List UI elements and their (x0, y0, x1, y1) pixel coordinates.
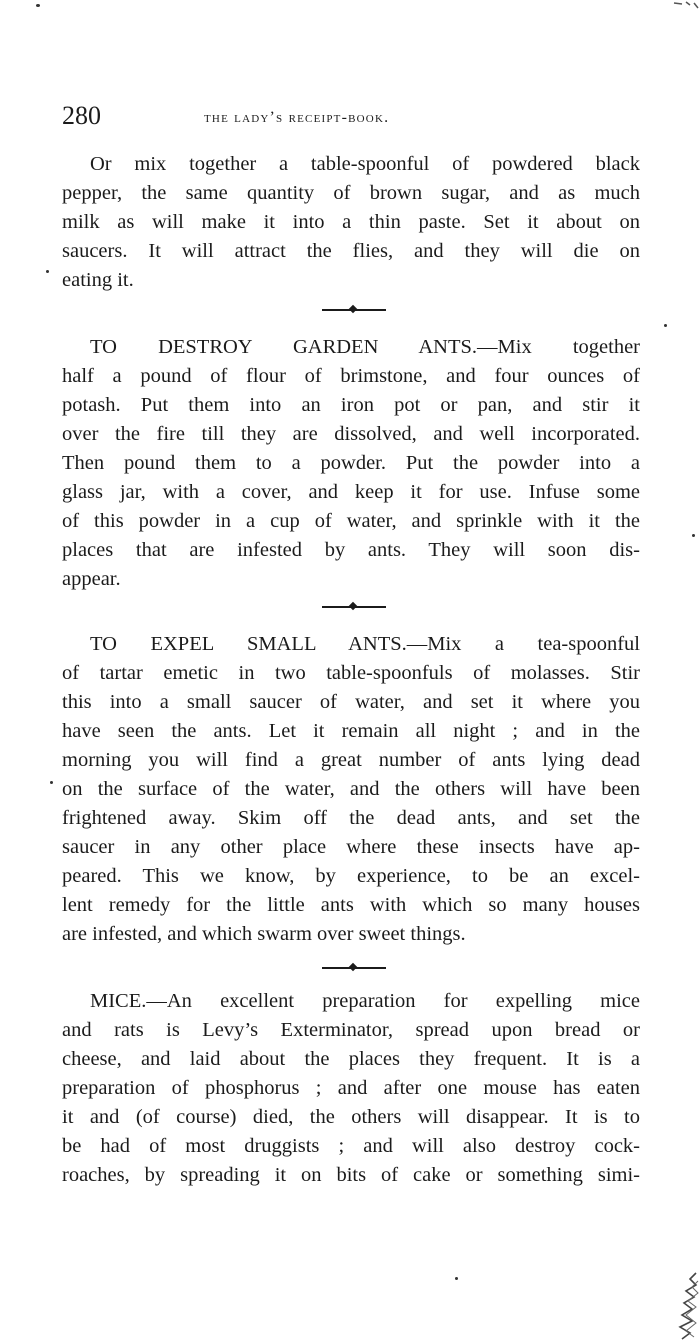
text-line: TO DESTROY GARDEN ANTS.—Mix together (90, 336, 640, 358)
text-line: places that are infested by ants. They will soon dis- (62, 539, 640, 561)
text-line: be had of most druggists ; and will also destroy cock- (62, 1135, 640, 1157)
text-line: TO EXPEL SMALL ANTS.—Mix a tea-spoonful (90, 633, 640, 655)
text-line: are infested, and which swarm over sweet things. (62, 923, 466, 945)
text-line: Then pound them to a powder. Put the powder into a (62, 452, 640, 474)
paragraph-flies (62, 150, 640, 295)
text-line: preparation of phosphorus ; and after one mouse has eaten (62, 1077, 640, 1099)
section-divider (322, 305, 386, 315)
text-line: half a pound of flour of brimstone, and four ounces of (62, 365, 640, 387)
text-line: Or mix together a table-spoonful of powdered black (90, 153, 640, 175)
paragraph-small-ants (62, 630, 640, 949)
text-line: peared. This we know, by experience, to be an excel- (62, 865, 640, 887)
text-line: of this powder in a cup of water, and sprinkle with it the (62, 510, 640, 532)
running-title: the lady’s receipt-book. (204, 109, 390, 126)
text-line: eating it. (62, 269, 134, 291)
scan-speck (36, 4, 40, 7)
text-line: appear. (62, 568, 121, 590)
scan-speck (46, 270, 49, 273)
scan-speck (50, 781, 53, 784)
text-line: of tartar emetic in two table-spoonfuls of molasses. Stir (62, 662, 640, 684)
text-line: milk as will make it into a thin paste. Set it about on (62, 211, 640, 233)
text-line: have seen the ants. Let it remain all night ; and in the (62, 720, 640, 742)
section-divider (322, 602, 386, 612)
text-line: morning you will find a great number of ants lying dead (62, 749, 640, 771)
text-line: it and (of course) died, the others will disappear. It is to (62, 1106, 640, 1128)
paragraph-mice (62, 987, 640, 1190)
scan-edge-noise (674, 1271, 700, 1341)
page-number: 280 (62, 101, 101, 130)
text-line: on the surface of the water, and the others will have been (62, 778, 640, 800)
paragraph-garden-ants (62, 333, 640, 594)
text-line: glass jar, with a cover, and keep it for use. Infuse some (62, 481, 640, 503)
text-line: frightened away. Skim off the dead ants, and set the (62, 807, 640, 829)
text-line: pepper, the same quantity of brown sugar, and as much (62, 182, 640, 204)
text-line: lent remedy for the little ants with which so many houses (62, 894, 640, 916)
text-line: saucers. It will attract the flies, and they will die on (62, 240, 640, 262)
section-divider (322, 963, 386, 973)
text-line: this into a small saucer of water, and set it where you (62, 691, 640, 713)
running-head (62, 100, 642, 132)
text-line: MICE.—An excellent preparation for expelling mice (90, 990, 640, 1012)
scan-speck (455, 1277, 458, 1280)
scan-edge-mark (670, 0, 700, 14)
text-line: roaches, by spreading it on bits of cake or something simi- (62, 1164, 640, 1186)
text-line: saucer in any other place where these insects have ap- (62, 836, 640, 858)
text-line: cheese, and laid about the places they frequent. It is a (62, 1048, 640, 1070)
scan-speck (664, 324, 667, 327)
text-line: potash. Put them into an iron pot or pan, and stir it (62, 394, 640, 416)
text-line: over the fire till they are dissolved, and well incorporated. (62, 423, 640, 445)
text-line: and rats is Levy’s Exterminator, spread upon bread or (62, 1019, 640, 1041)
scan-speck (692, 534, 695, 537)
